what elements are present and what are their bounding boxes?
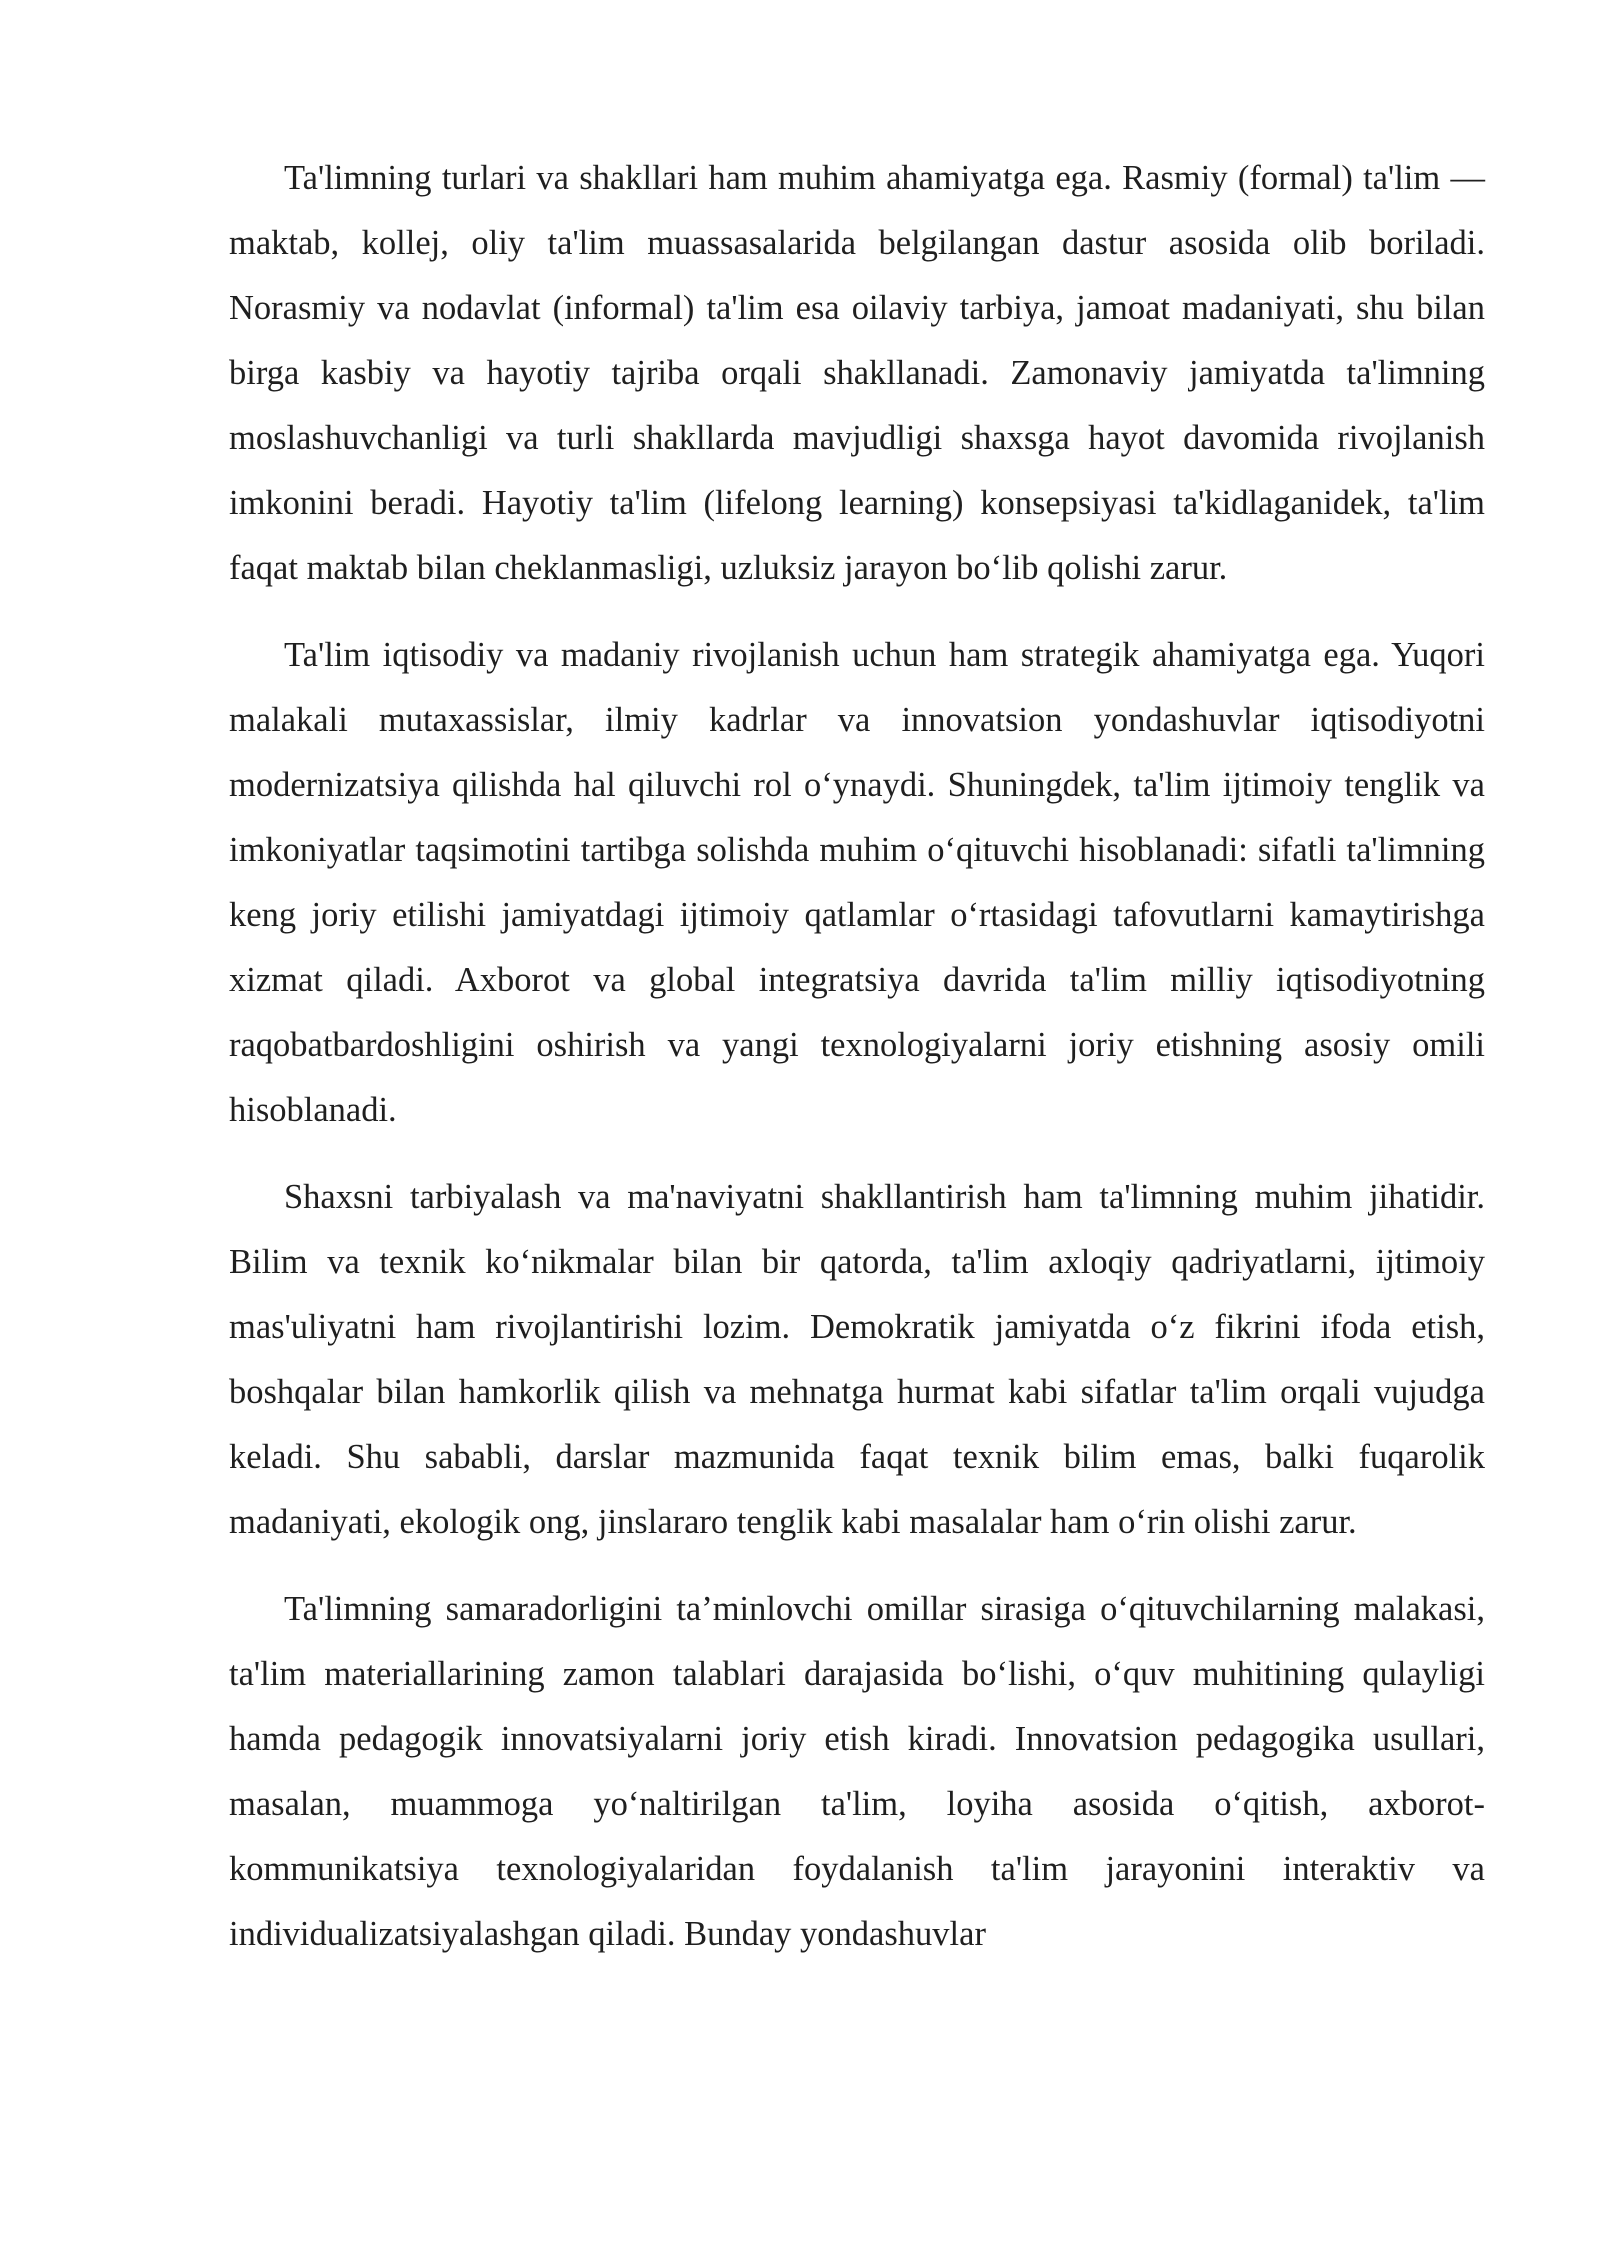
paragraph-education-types: Ta'limning turlari va shakllari ham muhim ahamiyatga ega. Rasmiy (formal) ta'lim — maktab, kollej, oliy ta'lim muassasalarida belgilangan dastur asosida olib boriladi. Norasmiy va nodavlat (informal) ta'lim esa oilaviy tarbiya, jamoat madaniyati, shu bilan birga kasbiy va hayotiy tajriba orqali shakllanadi. Zamonaviy jamiyatda ta'limning moslashuvchanligi va turli shakllarda mavjudligi shaxsga hayot davomida rivojlanish imkonini beradi. Hayotiy ta'lim (lifelong learning) konsepsiyasi ta'kidlaganidek, ta'lim faqat maktab bilan cheklanmasligi, uzluksiz jarayon bo‘lib qolishi zarur. [229, 159, 1485, 587]
document-body [229, 146, 1485, 1989]
paragraph-education-effectiveness: Ta'limning samaradorligini ta’minlovchi omillar sirasiga o‘qituvchilarning malakasi, ta'lim materiallarining zamon talablari darajasida bo‘lishi, o‘quv muhitining qulayligi hamda pedagogik innovatsiyalarni joriy etish kiradi. Innovatsion pedagogika usullari, masalan, muammoga yo‘naltirilgan ta'lim, loyiha asosida o‘qitish, axborot-kommunikatsiya texnologiyalaridan foydalanish ta'lim jarayonini interaktiv va individualizatsiyalashgan qiladi. Bunday yondashuvlar [229, 1590, 1485, 1953]
paragraph-personality-spirituality: Shaxsni tarbiyalash va ma'naviyatni shakllantirish ham ta'limning muhim jihatidir. Bilim va texnik ko‘nikmalar bilan bir qatorda, ta'lim axloqiy qadriyatlarni, ijtimoiy mas'uliyatni ham rivojlantirishi lozim. Demokratik jamiyatda o‘z fikrini ifoda etish, boshqalar bilan hamkorlik qilish va mehnatga hurmat kabi sifatlar ta'lim orqali vujudga keladi. Shu sababli, darslar mazmunida faqat texnik bilim emas, balki fuqarolik madaniyati, ekologik ong, jinslararo tenglik kabi masalalar ham o‘rin olishi zarur. [229, 1178, 1485, 1541]
paragraph-economic-cultural-development: Ta'lim iqtisodiy va madaniy rivojlanish uchun ham strategik ahamiyatga ega. Yuqori malakali mutaxassislar, ilmiy kadrlar va innovatsion yondashuvlar iqtisodiyotni modernizatsiya qilishda hal qiluvchi rol o‘ynaydi. Shuningdek, ta'lim ijtimoiy tenglik va imkoniyatlar taqsimotini tartibga solishda muhim o‘qituvchi hisoblanadi: sifatli ta'limning keng joriy etilishi jamiyatdagi ijtimoiy qatlamlar o‘rtasidagi tafovutlarni kamaytirishga xizmat qiladi. Axborot va global integratsiya davrida ta'lim milliy iqtisodiyotning raqobatbardoshligini oshirish va yangi texnologiyalarni joriy etishning asosiy omili hisoblanadi. [229, 636, 1485, 1129]
